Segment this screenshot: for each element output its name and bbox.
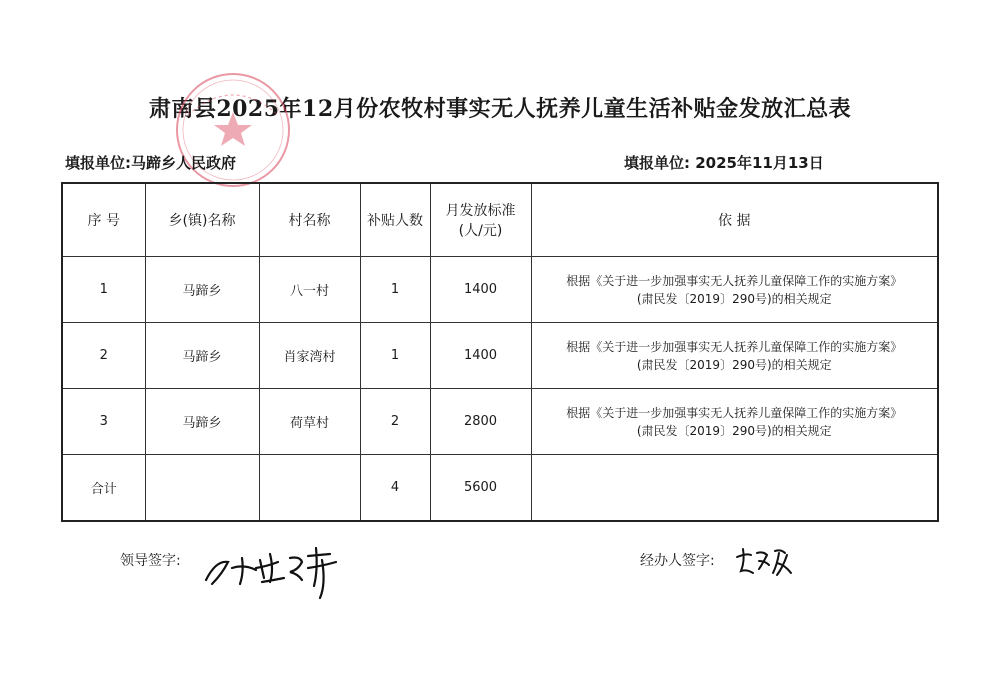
cell-township: 马蹄乡: [145, 389, 259, 455]
cell-index: 1: [62, 257, 145, 323]
cell-standard: 2800: [430, 389, 531, 455]
header-standard-line2: (人/元): [458, 223, 503, 239]
basis-line2: (肃民发〔2019〕290号)的相关规定: [636, 291, 832, 306]
cell-village: 荷草村: [259, 389, 360, 455]
header-basis: 依 据: [531, 183, 938, 257]
cell-basis: [531, 323, 938, 389]
total-township: [145, 455, 259, 522]
total-standard: 5600: [430, 455, 531, 522]
cell-village: 肖家湾村: [259, 323, 360, 389]
cell-township: 马蹄乡: [145, 323, 259, 389]
table-row: [62, 389, 938, 455]
cell-count: 1: [360, 323, 430, 389]
table-row: [62, 257, 938, 323]
cell-standard: 1400: [430, 257, 531, 323]
total-village: [259, 455, 360, 522]
basis-line1: 根据《关于进一步加强事实无人抚养儿童保障工作的实施方案》: [566, 405, 903, 420]
handler-signature: [733, 545, 797, 579]
header-count: 补贴人数: [360, 183, 430, 257]
basis-line1: 根据《关于进一步加强事实无人抚养儿童保障工作的实施方案》: [566, 339, 903, 354]
total-count: 4: [360, 455, 430, 522]
header-standard: [430, 183, 531, 257]
cell-village: 八一村: [259, 257, 360, 323]
header-township: 乡(镇)名称: [145, 183, 259, 257]
basis-line2: (肃民发〔2019〕290号)的相关规定: [636, 357, 832, 372]
cell-basis: [531, 257, 938, 323]
cell-index: 2: [62, 323, 145, 389]
cell-index: 3: [62, 389, 145, 455]
cell-count: 2: [360, 389, 430, 455]
leader-signature-label: 领导签字:: [120, 553, 181, 569]
handler-signature-label: 经办人签字:: [640, 553, 715, 569]
header-standard-line1: 月发放标准: [445, 203, 516, 219]
table-total-row: [62, 455, 938, 522]
cell-count: 1: [360, 257, 430, 323]
cell-basis: [531, 389, 938, 455]
header-village: 村名称: [259, 183, 360, 257]
total-label: 合计: [62, 455, 145, 522]
basis-line2: (肃民发〔2019〕290号)的相关规定: [636, 423, 832, 438]
table-row: [62, 323, 938, 389]
basis-line1: 根据《关于进一步加强事实无人抚养儿童保障工作的实施方案》: [566, 273, 903, 288]
cell-standard: 1400: [430, 323, 531, 389]
document-title: 肃南县2025年12月份农牧村事实无人抚养儿童生活补贴金发放汇总表: [148, 96, 852, 122]
header-index: 序 号: [62, 183, 145, 257]
table-header-row: [62, 183, 938, 257]
leader-signature: [198, 540, 358, 602]
filler-unit: 填报单位:马蹄乡人民政府: [65, 154, 236, 172]
filler-date: 填报单位: 2025年11月13日: [624, 154, 824, 172]
cell-township: 马蹄乡: [145, 257, 259, 323]
subsidy-table: [61, 182, 939, 522]
total-basis: [531, 455, 938, 522]
